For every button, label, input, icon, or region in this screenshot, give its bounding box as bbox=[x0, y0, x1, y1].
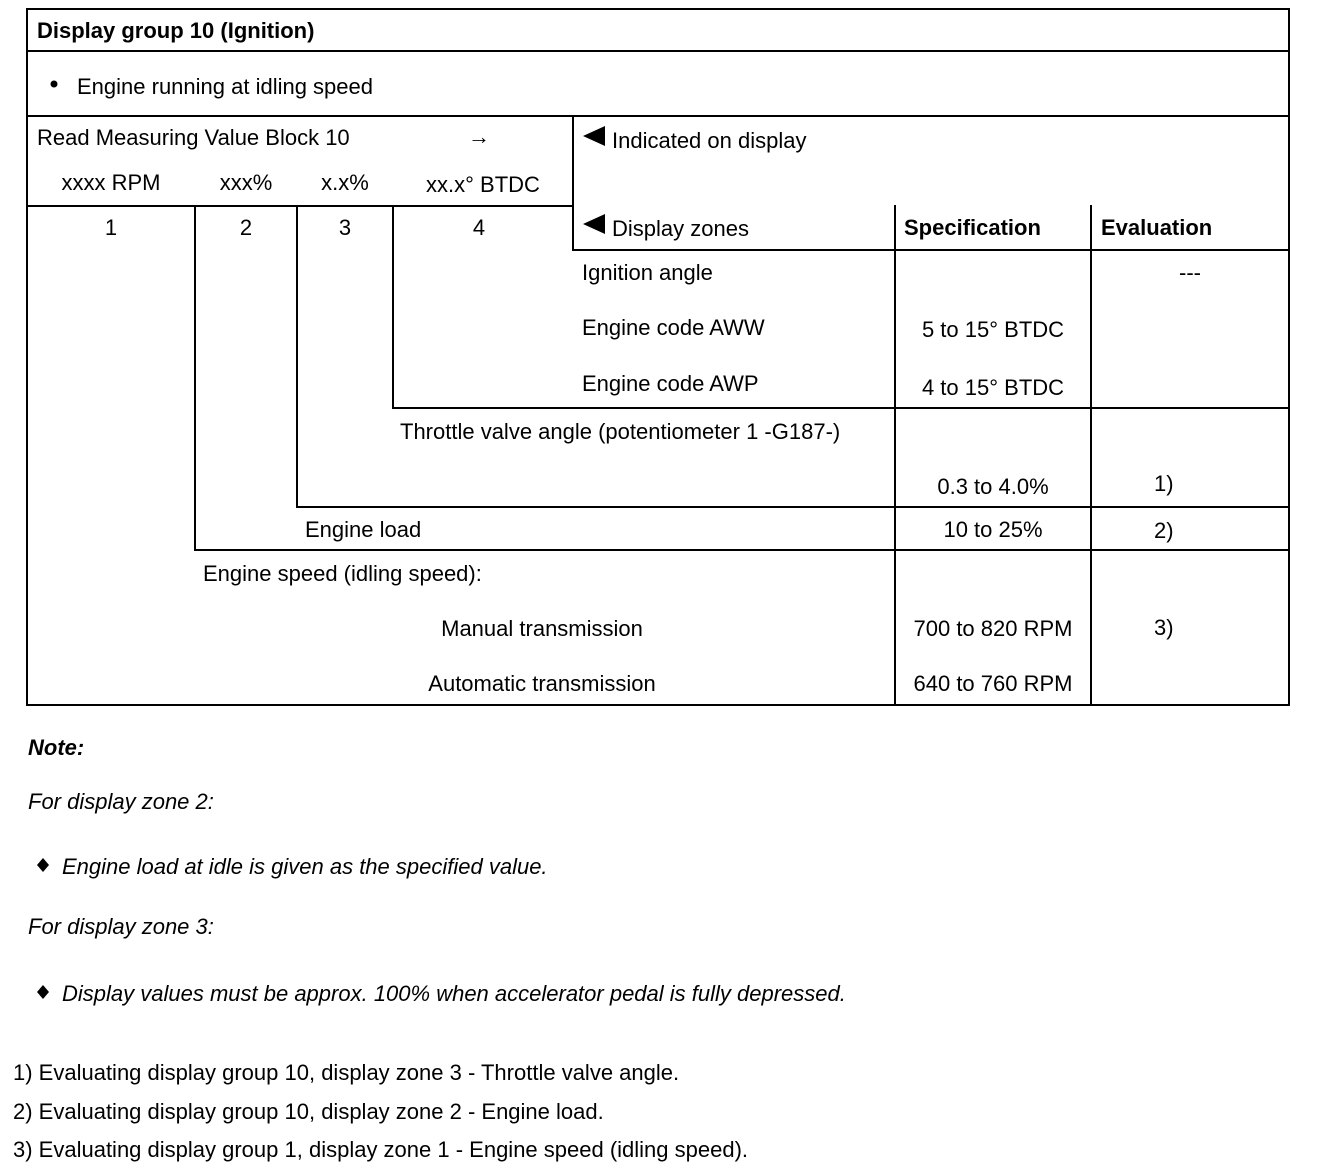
engine-load-label: Engine load bbox=[305, 517, 422, 542]
engine-code-awp-spec: 4 to 15° BTDC bbox=[921, 375, 1065, 400]
condition-text: Engine running at idling speed bbox=[77, 74, 374, 99]
read-block-label: Read Measuring Value Block 10 bbox=[37, 125, 350, 150]
manual-transmission-spec: 700 to 820 RPM bbox=[913, 616, 1073, 641]
throttle-spec: 0.3 to 4.0% bbox=[937, 474, 1049, 499]
automatic-transmission-label: Automatic transmission bbox=[428, 671, 656, 696]
zone3-item: Display values must be approx. 100% when accelerator pedal is fully depressed. bbox=[62, 981, 846, 1006]
specification-header: Specification bbox=[904, 215, 1041, 240]
zone-number-4: 4 bbox=[472, 215, 486, 240]
diamond-bullet-icon bbox=[37, 985, 49, 999]
zone-number-2: 2 bbox=[239, 215, 253, 240]
bullet-icon bbox=[50, 80, 58, 88]
ignition-angle-label: Ignition angle bbox=[582, 260, 713, 285]
evaluation-header: Evaluation bbox=[1101, 215, 1213, 240]
engine-speed-evaluation: 3) bbox=[1154, 615, 1174, 640]
throttle-label: Throttle valve angle (potentiometer 1 -G187-) bbox=[400, 419, 841, 444]
footnote-1: 1) Evaluating display group 10, display zone 3 - Throttle valve angle. bbox=[13, 1060, 680, 1085]
display-value-1: xxxx RPM bbox=[61, 170, 161, 195]
engine-code-aww-label: Engine code AWW bbox=[582, 315, 765, 340]
display-value-2: xxx% bbox=[219, 170, 273, 195]
engine-speed-label: Engine speed (idling speed): bbox=[203, 561, 482, 586]
engine-load-spec: 10 to 25% bbox=[943, 517, 1043, 542]
engine-code-awp-label: Engine code AWP bbox=[582, 371, 759, 396]
display-value-4: xx.x° BTDC bbox=[426, 172, 540, 197]
diamond-bullet-icon bbox=[37, 858, 49, 872]
zone2-item: Engine load at idle is given as the specified value. bbox=[62, 854, 548, 879]
footnote-3: 3) Evaluating display group 1, display zone 1 - Engine speed (idling speed). bbox=[13, 1137, 749, 1162]
zone2-heading: For display zone 2: bbox=[28, 789, 214, 814]
indicated-label: Indicated on display bbox=[612, 128, 807, 153]
engine-load-evaluation: 2) bbox=[1154, 518, 1174, 543]
ignition-evaluation: --- bbox=[1179, 260, 1201, 285]
manual-transmission-label: Manual transmission bbox=[441, 616, 643, 641]
zone-number-1: 1 bbox=[104, 215, 118, 240]
display-value-3: x.x% bbox=[321, 170, 369, 195]
automatic-transmission-spec: 640 to 760 RPM bbox=[913, 671, 1073, 696]
zone3-heading: For display zone 3: bbox=[28, 914, 214, 939]
display-zones-label: Display zones bbox=[612, 216, 749, 241]
note-heading: Note: bbox=[28, 735, 85, 760]
table-title: Display group 10 (Ignition) bbox=[37, 18, 315, 43]
zone-number-3: 3 bbox=[338, 215, 352, 240]
pointer-left-icon bbox=[583, 214, 607, 236]
footnote-2: 2) Evaluating display group 10, display zone 2 - Engine load. bbox=[13, 1099, 604, 1124]
engine-code-aww-spec: 5 to 15° BTDC bbox=[921, 317, 1065, 342]
pointer-left-icon bbox=[583, 126, 607, 148]
throttle-evaluation: 1) bbox=[1154, 471, 1174, 496]
right-arrow-icon: → bbox=[468, 124, 490, 149]
